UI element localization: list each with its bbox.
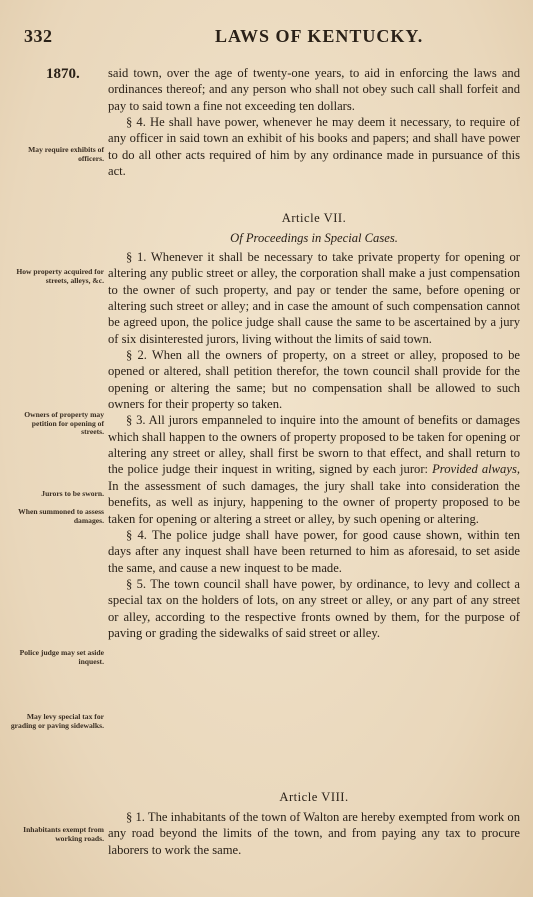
body-block-top xyxy=(108,65,520,179)
sidenote-property-acquired: How property acquired for streets, alleys, &c. xyxy=(16,267,104,285)
paragraph-a7-section-3 xyxy=(108,412,520,526)
paragraph-section-4: § 4. He shall have power, whenever he may deem it necessary, to require of any officer in said town an exhibit of his books and papers; and shall have power to do all other acts required of him by any ordinance made in pursuance of this act. xyxy=(108,115,520,179)
paragraph-a8-section-1: § 1. The inhabitants of the town of Walton are hereby exempted from work on any road beyond the limits of the town, and from paying any tax to procure laborers to work the same. xyxy=(108,810,520,857)
sidenote-jurors-sworn: Jurors to be sworn. xyxy=(41,489,104,498)
paragraph-continuation: said town, over the age of twenty-one years, to aid in enforcing the laws and ordinances thereof; and any person who shall not obey such call shall forfeit and pay to said town a fine not exceeding ten dollars. xyxy=(108,66,520,113)
sidenote-police-judge: Police judge may set aside inquest. xyxy=(19,648,104,666)
sidenote-inhabitants-exempt: Inhabitants exempt from working roads. xyxy=(23,825,104,843)
paragraph-a7-section-4: § 4. The police judge shall have power, for good cause shown, within ten days after any inquest shall have been returned to him as aforesaid, to set aside the same, and cause a new inquest to be made. xyxy=(108,527,520,575)
sidenote-special-tax: May levy special tax for grading or paving sidewalks. xyxy=(10,712,104,730)
paragraph-a7-section-5: § 5. The town council shall have power, by ordinance, to levy and collect a special tax on the holders of lots, on any street or alley, or any part of any street or alley, according to the respective fronts owned by them, for the purpose of paving or grading the sidewalks of said street or alley. xyxy=(108,576,520,640)
sidenote-owners-petition: Owners of property may petition for opening of streets. xyxy=(24,410,104,436)
page-number: 332 xyxy=(24,26,53,46)
sidenote-jurors-summoned: When summoned to assess damages. xyxy=(18,507,104,525)
body-block-article-vii xyxy=(108,249,520,641)
article-heading-viii: Article VIII. xyxy=(279,790,349,804)
running-head: LAWS OF KENTUCKY. xyxy=(215,26,424,46)
section-3-proviso: Provided always, xyxy=(432,462,520,477)
article-subheading-vii: Of Proceedings in Special Cases. xyxy=(230,231,398,245)
article-heading-vii: Article VII. xyxy=(281,211,347,225)
year-sidenote: 1870. xyxy=(46,66,80,82)
paragraph-a7-section-2: § 2. When all the owners of property, on a street or alley, proposed to be opened or altered, shall petition therefor, the town council shall provide for the opening or altering the same; but no compensation shall be allowed to such owners for their property so taken. xyxy=(108,348,520,412)
body-block-article-viii xyxy=(108,809,520,858)
paragraph-a7-section-1: § 1. Whenever it shall be necessary to take private property for opening or altering any public street or alley, the corporation shall make a just compensation to the owner of such property, and pay or tender the same, before opening or altering such street or alley; and in case the amount of such compensation cannot be agreed upon, the police judge shall cause the same to be ascertained by a jury of six disinterested jurors, living without the limits of said town. xyxy=(108,250,520,346)
section-3-text-b: In the assessment of such damages, the jury shall take into consideration the benefits, as well as injury, happening to the owner of property proposed to be taken for opening or altering a street or alley, by such opening or altering. xyxy=(108,478,520,526)
sidenote-exhibits: May require exhibits of officers. xyxy=(28,145,104,163)
section-3-text-a: § 3. All jurors empanneled to inquire into the amount of benefits or damages which shall happen to the owners of property proposed to be taken for opening or altering any street or alley, shall first be sworn to that effect, and shall return to the police judge their inquest in writing, signed by each juror: xyxy=(108,413,520,477)
